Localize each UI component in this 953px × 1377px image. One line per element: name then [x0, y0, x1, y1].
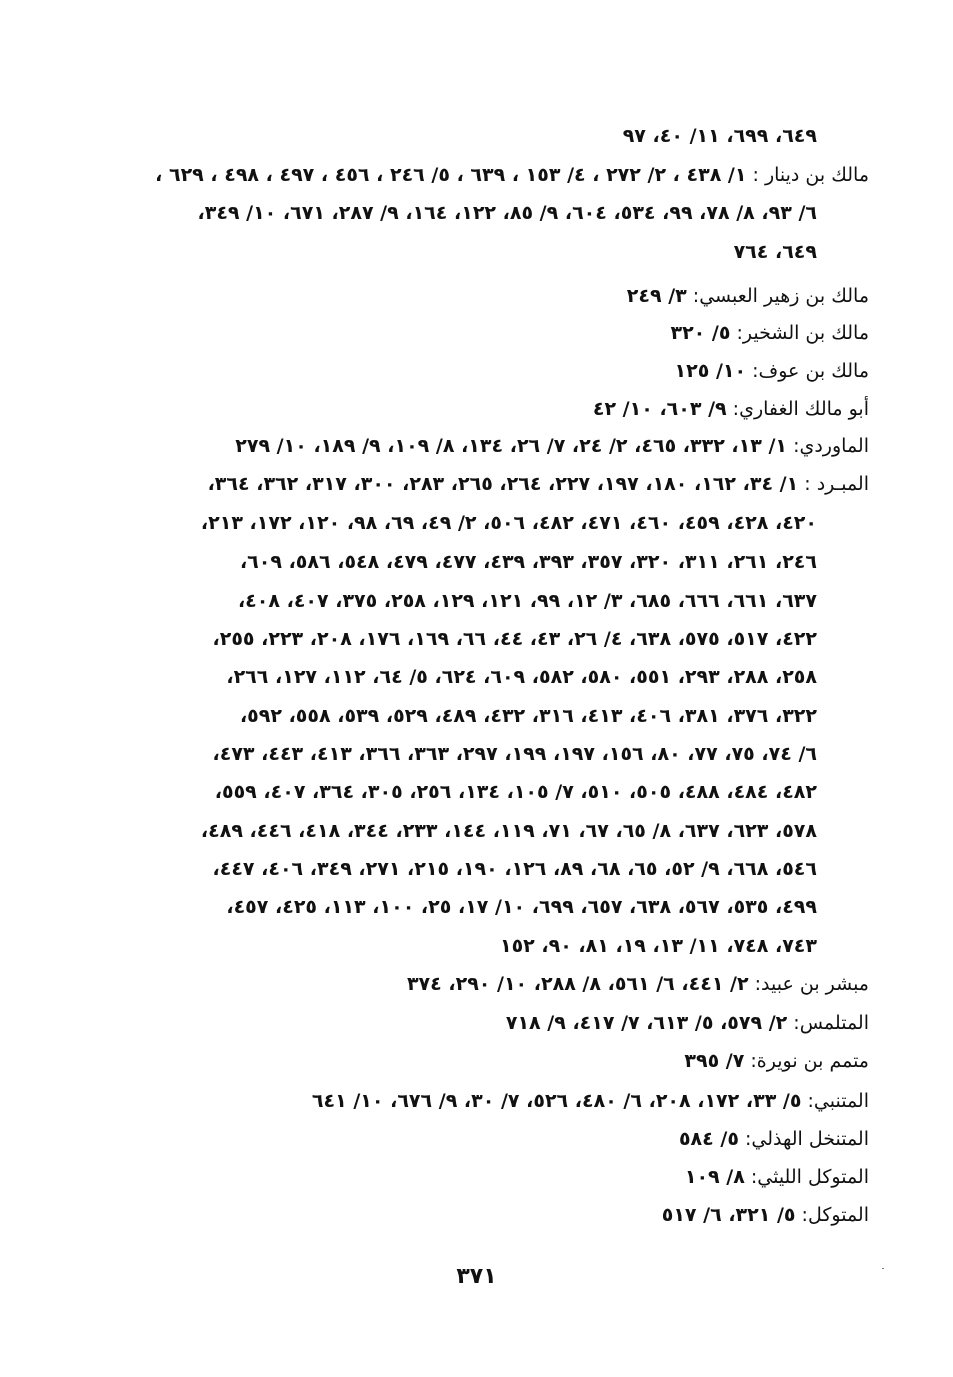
- index-line: ٥٧٨، ٦٢٣، ٦٣٧، ٨/ ٦٥، ٦٧، ٧١، ١١٩، ١٤٤، ٢٣٣، ٣٤٤، ٤١٨، ٤٤٦، ٤٨٩،: [200, 820, 817, 842]
- scan-speck: [882, 1268, 884, 1269]
- index-line: ٤٢٢، ٥١٧، ٥٧٥، ٦٣٨، ٤/ ٢٦، ٤٣، ٤٤، ٦٦، ١٦٩، ١٧٦، ٢٠٨، ٢٢٣، ٢٥٥،: [212, 628, 817, 650]
- index-line: ٦٤٩، ٧٦٤: [733, 241, 817, 263]
- index-line: ٧٤٣، ٧٤٨، ١١/ ١٣، ١٩، ٨١، ٩٠، ١٥٢: [499, 935, 817, 957]
- index-entry-malik-ibn-zuhayr: مالك بن زهير العبسي: ٣/ ٢٤٩: [626, 285, 869, 307]
- index-entry-al-mutawakkil: المتوكل: ٥/ ٣٢١، ٦/ ٥١٧: [661, 1204, 869, 1226]
- index-entry-mubashshir-ibn-ubayd: مبشر بن عبيد: ٢/ ٤٤١، ٦/ ٥٦١، ٨/ ٢٨٨، ١٠/ ٢٩٠، ٣٧٤: [406, 973, 869, 995]
- index-entry-malik-ibn-al-shikhkhir: مالك بن الشخير: ٥/ ٣٢٠: [670, 322, 869, 344]
- index-entry-abu-malik-al-ghifari: أبو مالك الغفاري: ٩/ ٦٠٣، ١٠/ ٤٢: [592, 398, 869, 420]
- index-entry-malik-ibn-awf: مالك بن عوف: ١٠/ ١٢٥: [674, 360, 869, 382]
- index-entry-al-mutawakkil-al-laythi: المتوكل الليثي: ٨/ ١٠٩: [684, 1166, 869, 1188]
- index-entry-al-mawardi: الماوردي: ١/ ١٣، ٣٣٢، ٤٦٥، ٢/ ٢٤، ٧/ ٢٦، ١٣٤، ٨/ ١٠٩، ٩/ ١٨٩، ١٠/ ٢٧٩: [235, 435, 869, 457]
- index-entry-al-mutanakhkhil-al-hudhali: المتنخل الهذلي: ٥/ ٥٨٤: [678, 1128, 869, 1150]
- index-line: ٦٤٩، ٦٩٩، ١١/ ٤٠، ٩٧: [622, 125, 817, 147]
- index-line: ٦٣٧، ٦٦١، ٦٦٦، ٦٨٥، ٣/ ١٢، ٩٩، ١٢١، ١٢٩، ٢٥٨، ٣٧٥، ٤٠٧، ٤٠٨،: [237, 590, 817, 612]
- index-line: ٦/ ٧٤، ٧٥، ٧٧، ٨٠، ١٥٦، ١٩٧، ١٩٩، ٢٩٧، ٣٦٣، ٣٦٦، ٤١٣، ٤٤٣، ٤٧٣،: [212, 743, 817, 765]
- index-line: ٣٢٢، ٣٧٦، ٣٨١، ٤٠٦، ٤١٣، ٣١٦، ٤٣٢، ٤٨٩، ٥٢٩، ٥٣٩، ٥٥٨، ٥٩٢،: [239, 705, 817, 727]
- index-entry-al-mutanabbi: المتنبي: ٥/ ٣٣، ١٧٢، ٢٠٨، ٦/ ٤٨٠، ٥٢٦، ٧/ ٣٠، ٩/ ٦٧٦، ١٠/ ٦٤١: [311, 1090, 869, 1112]
- index-entry-al-mubarrad: المبـرد : ١/ ٣٤، ١٦٢، ١٨٠، ١٩٧، ٢٢٧، ٢٦٤، ٢٦٥، ٢٨٣، ٣٠٠، ٣١٧، ٣٦٢، ٣٦٤،: [207, 473, 869, 495]
- index-line: ٢٤٦، ٢٦١، ٣١١، ٣٢٠، ٣٥٧، ٣٩٣، ٤٣٩، ٤٧٧، ٤٧٩، ٥٤٨، ٥٨٦، ٦٠٩،: [239, 551, 817, 573]
- index-line: ٥٤٦، ٦٦٨، ٩/ ٥٢، ٦٥، ٦٨، ٨٩، ١٢٦، ١٩٠، ٢١٥، ٢٧١، ٣٤٩، ٤٠٦، ٤٤٧،: [212, 858, 817, 880]
- page-number: ٣٧١: [456, 1264, 497, 1289]
- index-entry-malik-ibn-dinar: مالك بن دينار : ١/ ٤٣٨ ، ٢/ ٢٧٢ ، ٤/ ١٥٣ ، ٦٣٩ ، ٥/ ٢٤٦ ، ٤٥٦ ، ٤٩٧ ، ٤٩٨ ، ٦٢٩ ،: [155, 164, 869, 186]
- index-line: ٢٥٨، ٢٨٨، ٢٩٣، ٥٥١، ٥٨٠، ٥٨٢، ٦٠٩، ٦٢٤، ٥/ ٦٤، ١١٢، ١٢٧، ٢٦٦،: [226, 666, 817, 688]
- index-line: ٦/ ٩٣، ٨/ ٧٨، ٩٩، ٥٣٤، ٦٠٤، ٩/ ٨٥، ١٢٢، ١٦٤، ٩/ ٢٨٧، ٦٧١، ١٠/ ٣٤٩،: [197, 202, 817, 224]
- index-line: ٤٩٩، ٥٣٥، ٥٦٧، ٦٣٨، ٦٥٧، ٦٩٩، ١٠/ ١٧، ٢٥، ١٠٠، ١١٣، ٤٢٥، ٤٥٧،: [226, 896, 817, 918]
- index-line: ٤٨٢، ٤٨٤، ٤٨٨، ٥٠٥، ٥١٠، ٧/ ١٠٥، ١٣٤، ٢٥٦، ٣٠٥، ٣٦٤، ٤٠٧، ٥٥٩،: [214, 781, 817, 803]
- index-entry-mutammim-ibn-nuwayra: متمم بن نويرة: ٧/ ٣٩٥: [684, 1050, 869, 1072]
- index-entry-al-mutalammis: المتلمس: ٢/ ٥٧٩، ٥/ ٦١٣، ٧/ ٤١٧، ٩/ ٧١٨: [505, 1012, 869, 1034]
- index-line: ٤٢٠، ٤٢٨، ٤٥٩، ٤٦٠، ٤٧١، ٤٨٢، ٥٠٦، ٢/ ٤٩، ٦٩، ٩٨، ١٢٠، ١٧٢، ٢١٣،: [200, 512, 817, 534]
